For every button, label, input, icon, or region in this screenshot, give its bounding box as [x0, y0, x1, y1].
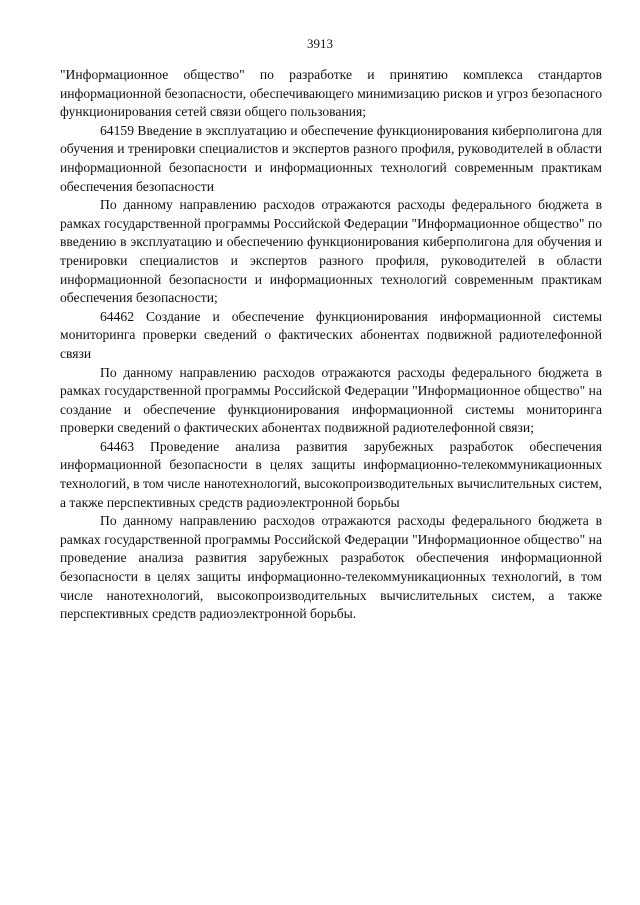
document-body: [60, 66, 602, 624]
paragraph-heading-64159: 64159 Введение в эксплуатацию и обеспечение функционирования киберполигона для обучения и тренировки специалистов и экспертов разного профиля, руководителей в области информационной безопасности и информационных технологий современным практикам обеспечения безопасности: [60, 122, 602, 194]
paragraph-description-64462: По данному направлению расходов отражаются расходы федерального бюджета в рамках государственной программы Российской Федерации "Информационное общество" на создание и обеспечение функционирования информационной системы мониторинга проверки сведений о фактических абонентах подвижной радиотелефонной связи;: [60, 364, 602, 436]
paragraph-continuation: "Информационное общество" по разработке и принятию комплекса стандартов информационной безопасности, обеспечивающего минимизацию рисков и угроз безопасного функционирования сетей связи общего пользования;: [60, 67, 602, 120]
paragraph-heading-64462: 64462 Создание и обеспечение функционирования информационной системы мониторинга проверки сведений о фактических абонентах подвижной радиотелефонной связи: [60, 308, 602, 361]
paragraph-heading-64463: 64463 Проведение анализа развития зарубежных разработок обеспечения информационной безопасности в целях защиты информационно-телекоммуникационных технологий, в том числе нанотехнологий, высокопроизводительных вычислительных систем, а также перспективных средств радиоэлектронной борьбы: [60, 438, 602, 510]
page-number: 3913: [307, 36, 333, 51]
paragraph-description-64463: По данному направлению расходов отражаются расходы федерального бюджета в рамках государственной программы Российской Федерации "Информационное общество" на проведение анализа развития зарубежных разработок обеспечения информационной безопасности в целях защиты информационно-телекоммуникационных технологий, в том числе нанотехнологий, высокопроизводительных вычислительных систем, а также перспективных средств радиоэлектронной борьбы.: [60, 513, 602, 622]
paragraph-description-64159: По данному направлению расходов отражаются расходы федерального бюджета в рамках государственной программы Российской Федерации "Информационное общество" по введению в эксплуатацию и обеспечению функционирования киберполигона для обучения и тренировки специалистов и экспертов разного профиля, руководителей в области информационной безопасности и информационных технологий современным практикам обеспечения безопасности;: [60, 197, 602, 306]
